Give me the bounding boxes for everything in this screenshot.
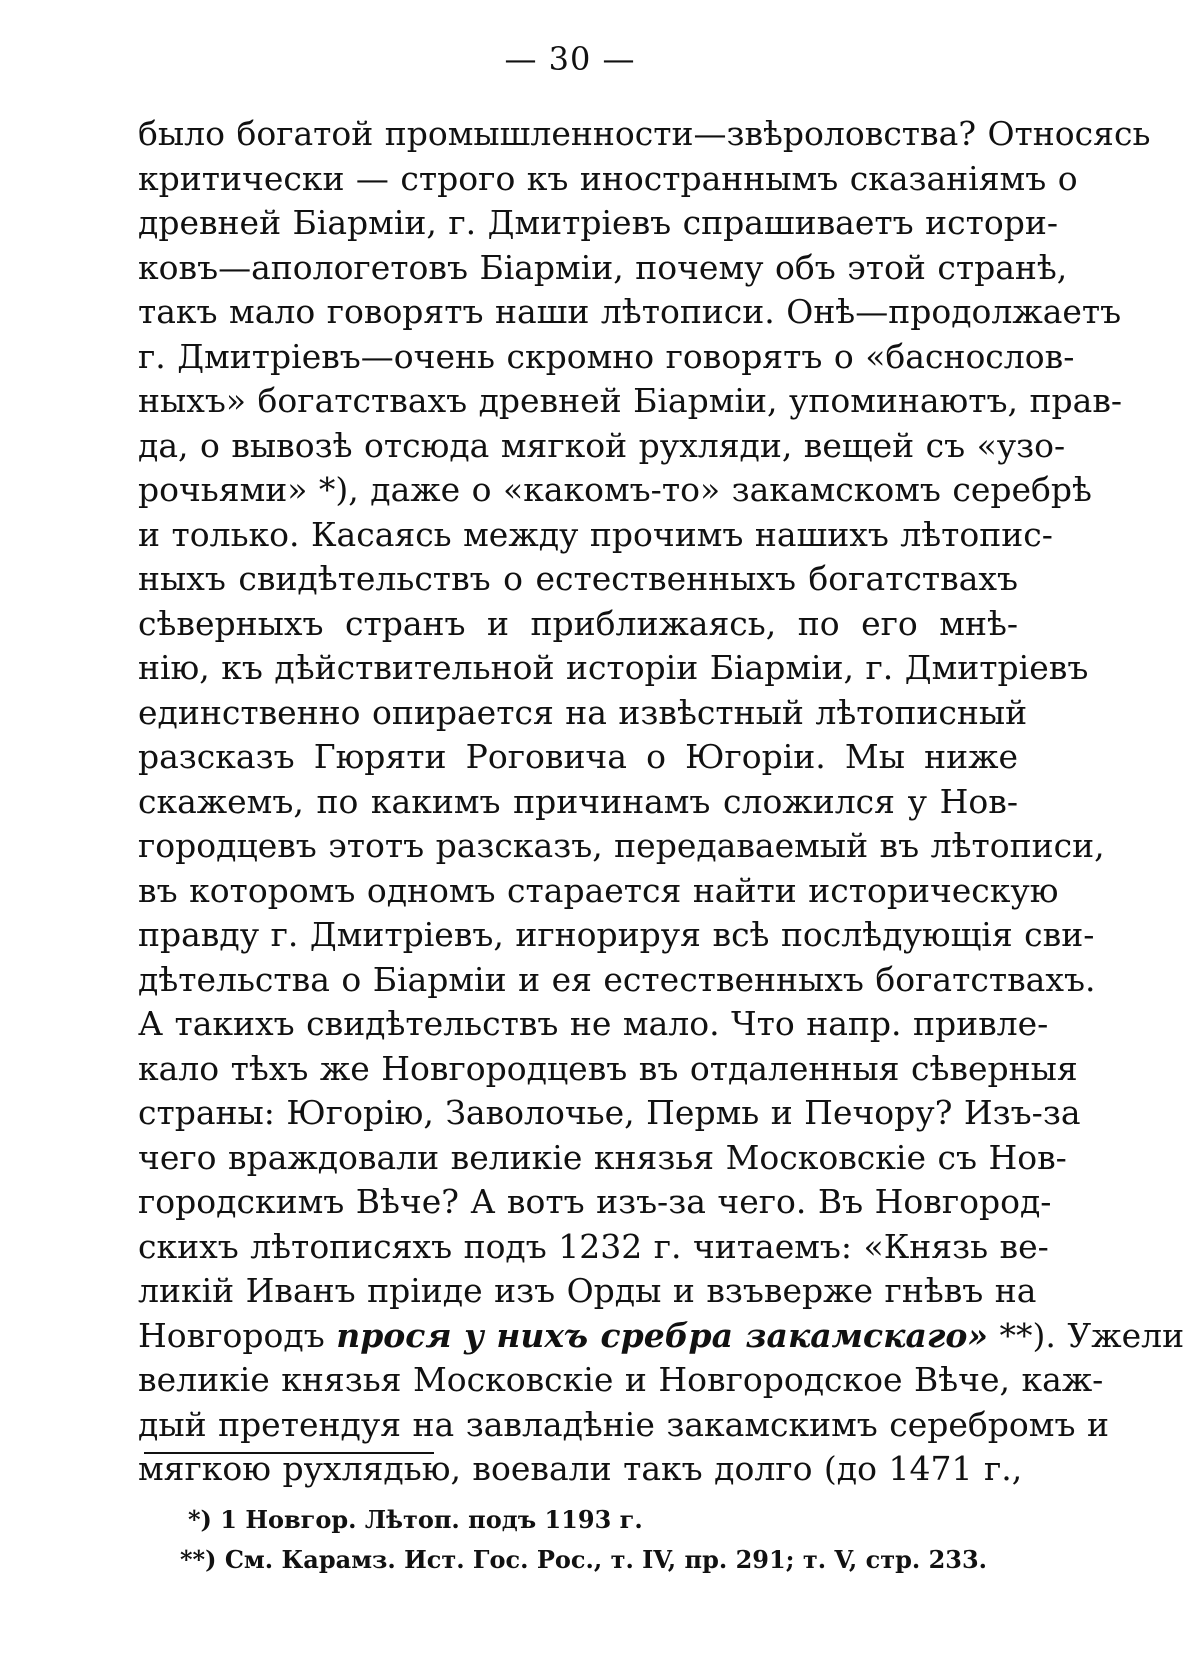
footnote-divider: [144, 1452, 434, 1454]
text-segment: Новгородъ: [138, 1315, 325, 1355]
text-line: кало тѣхъ же Новгородцевъ въ отдаленныя сѣверныя: [138, 1048, 1078, 1088]
text-line: было богатой промышленности—звѣроловства? Относясь: [138, 114, 1151, 153]
text-line: городцевъ этотъ разсказъ, передаваемый въ лѣтописи,: [138, 826, 1105, 865]
text-line-with-quote: [138, 1314, 1184, 1359]
text-line: ликій Иванъ пріиде изъ Орды и взъверже гнѣвъ на: [138, 1271, 1037, 1310]
footnote-2: **) См. Карамз. Ист. Гос. Рос., т. IV, пр. 291; т. V, стр. 233.: [180, 1545, 988, 1574]
text-line: скажемъ, по какимъ причинамъ сложился у Нов-: [138, 781, 1018, 821]
text-line: нію, къ дѣйствительной исторіи Біарміи, г. Дмитріевъ: [138, 648, 1089, 687]
text-line: и только. Касаясь между прочимъ нашихъ лѣтопис-: [138, 514, 1053, 554]
footnotes: [180, 1500, 1028, 1580]
text-line: дѣтельства о Біарміи и ея естественныхъ богатствахъ.: [138, 959, 1096, 999]
text-line: А такихъ свидѣтельствъ не мало. Что напр. привле-: [138, 1004, 1049, 1043]
text-line: ковъ—апологетовъ Біарміи, почему объ этой странѣ,: [138, 247, 1068, 287]
text-line: скихъ лѣтописяхъ подъ 1232 г. читаемъ: «Князь ве-: [138, 1226, 1049, 1266]
text-line: мягкою рухлядью, воевали такъ долго (до 1471 г.,: [138, 1449, 1023, 1488]
text-line: единственно опирается на извѣстный лѣтописный: [138, 692, 1028, 732]
page-number: — 30 —: [504, 40, 636, 78]
text-line: дый претендуя на завладѣніе закамскимъ серебромъ и: [138, 1404, 1109, 1444]
text-line: древней Біарміи, г. Дмитріевъ спрашиваетъ истори-: [138, 203, 1058, 242]
footnote-1: *) 1 Новгор. Лѣтоп. подъ 1193 г.: [188, 1505, 643, 1534]
text-line: городскимъ Вѣче? А вотъ изъ-за чего. Въ Новгород-: [138, 1182, 1052, 1221]
text-line: критически — строго къ иностраннымъ сказаніямъ о: [138, 158, 1078, 198]
text-line: такъ мало говорятъ наши лѣтописи. Онѣ—продолжаетъ: [138, 292, 1122, 331]
text-line: въ которомъ одномъ старается найти историческую: [138, 870, 1059, 910]
body-text: [138, 112, 1184, 1492]
italic-quote: прося у нихъ сребра закамскаго»: [336, 1315, 989, 1355]
text-line: правду г. Дмитріевъ, игнорируя всѣ послѣдующія сви-: [138, 915, 1095, 954]
text-line: чего враждовали великіе князья Московскіе съ Нов-: [138, 1137, 1067, 1177]
text-line: сѣверныхъ странъ и приближаясь, по его мнѣ-: [138, 603, 1018, 643]
text-line: да, о вывозѣ отсюда мягкой рухляди, вещей съ «узо-: [138, 425, 1066, 465]
text-line: страны: Югорію, Заволочье, Пермь и Печору? Изъ-за: [138, 1093, 1081, 1132]
text-line: великіе князья Московскіе и Новгородское Вѣче, каж-: [138, 1360, 1104, 1399]
text-line: ныхъ свидѣтельствъ о естественныхъ богатствахъ: [138, 559, 1018, 598]
text-line: ныхъ» богатствахъ древней Біарміи, упоминаютъ, прав-: [138, 381, 1123, 420]
text-segment: **). Ужели: [999, 1315, 1184, 1355]
text-line: разсказъ Гюряти Роговича о Югоріи. Мы ниже: [138, 737, 1018, 776]
text-line: г. Дмитріевъ—очень скромно говорятъ о «баснослов-: [138, 336, 1075, 376]
text-line: рочьями» *), даже о «какомъ-то» закамскомъ серебрѣ: [138, 470, 1092, 509]
